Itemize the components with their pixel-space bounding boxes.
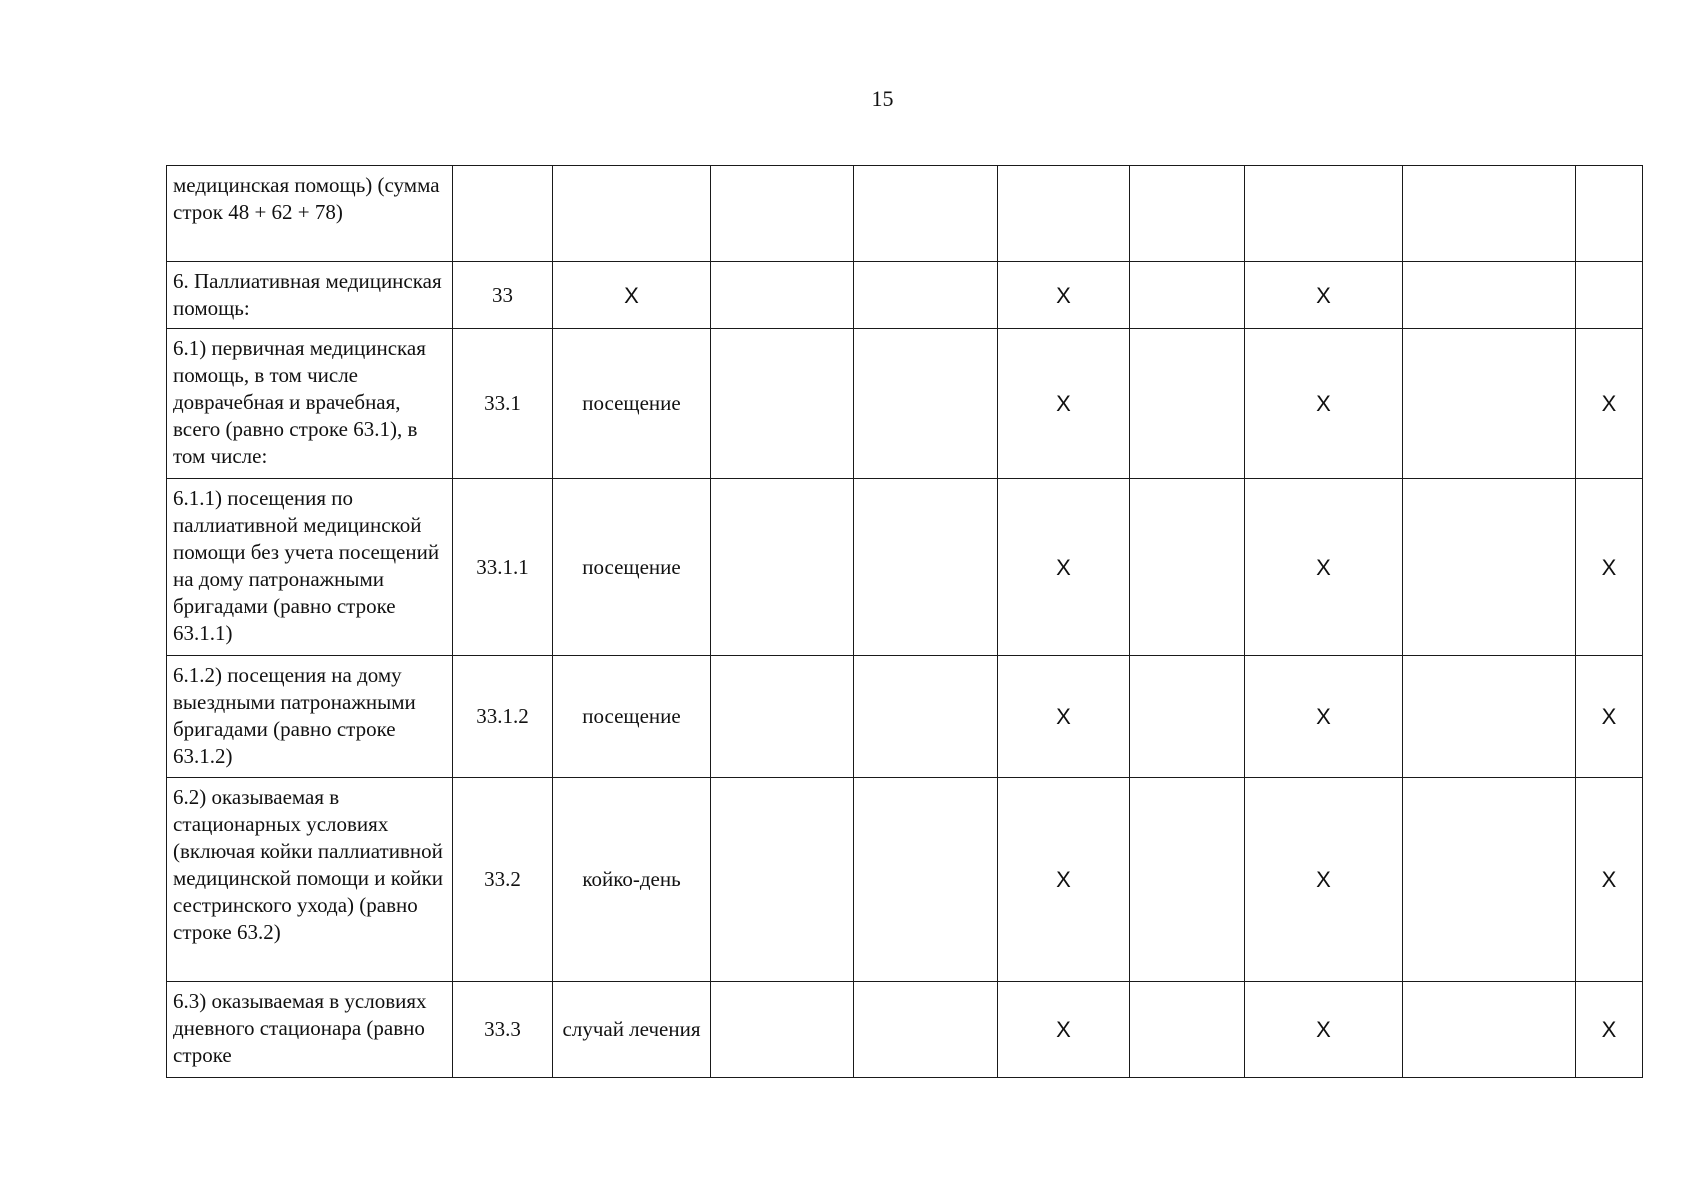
table-row [167, 479, 1643, 656]
table-cell: X [1576, 479, 1643, 656]
table-cell: X [1245, 329, 1403, 479]
row-unit [553, 166, 711, 262]
row-line-number: 33.1 [453, 329, 553, 479]
table-cell [711, 656, 854, 778]
row-line-number: 33.1.2 [453, 656, 553, 778]
table-cell [854, 262, 998, 329]
table-cell [711, 778, 854, 982]
table-cell [1130, 166, 1245, 262]
row-line-number: 33.2 [453, 778, 553, 982]
row-unit: случай лечения [553, 982, 711, 1078]
table-cell: X [1245, 656, 1403, 778]
table-row [167, 262, 1643, 329]
row-line-number: 33 [453, 262, 553, 329]
table-cell [1403, 479, 1576, 656]
table-cell [1576, 262, 1643, 329]
table-cell [711, 166, 854, 262]
row-unit: койко-день [553, 778, 711, 982]
row-name: 6.1) первичная медицинская помощь, в том числе доврачебная и врачебная, всего (равно строке 63.1), в том числе: [167, 329, 453, 479]
row-line-number [453, 166, 553, 262]
table-cell: X [1245, 479, 1403, 656]
row-unit: посещение [553, 329, 711, 479]
row-unit: посещение [553, 656, 711, 778]
table-cell: X [1245, 778, 1403, 982]
row-unit: X [553, 262, 711, 329]
data-table [166, 165, 1643, 1078]
row-unit: посещение [553, 479, 711, 656]
page-number: 15 [871, 86, 894, 111]
table-cell: X [998, 329, 1130, 479]
row-line-number: 33.1.1 [453, 479, 553, 656]
table-cell: X [1576, 329, 1643, 479]
table-cell [711, 262, 854, 329]
table-cell [1130, 778, 1245, 982]
table-cell: X [1576, 982, 1643, 1078]
table-cell: X [998, 982, 1130, 1078]
table-row [167, 166, 1643, 262]
table-cell [1576, 166, 1643, 262]
table-cell [1403, 656, 1576, 778]
table-cell: X [1245, 262, 1403, 329]
table-cell [1403, 982, 1576, 1078]
table-cell [854, 329, 998, 479]
table-cell [1403, 262, 1576, 329]
table-cell: X [1576, 778, 1643, 982]
row-line-number: 33.3 [453, 982, 553, 1078]
table-cell [1130, 262, 1245, 329]
table-cell [998, 166, 1130, 262]
table-cell [1130, 982, 1245, 1078]
row-name: 6.2) оказываемая в стационарных условиях (включая койки паллиативной медицинской помощи и койки сестринского ухода) (равно строке 63.2) [167, 778, 453, 982]
table-cell: X [998, 778, 1130, 982]
table-cell: X [998, 479, 1130, 656]
table-cell [1403, 166, 1576, 262]
row-name: 6.1.1) посещения по паллиативной медицинской помощи без учета посещений на дому патронажными бригадами (равно строке 63.1.1) [167, 479, 453, 656]
table-cell [854, 778, 998, 982]
table-cell [1130, 479, 1245, 656]
table-row [167, 778, 1643, 982]
table-cell: X [1245, 982, 1403, 1078]
table-cell [1245, 166, 1403, 262]
table-cell: X [1576, 656, 1643, 778]
table-cell [1130, 656, 1245, 778]
table-cell [711, 982, 854, 1078]
row-name: медицинская помощь) (сумма строк 48 + 62 + 78) [167, 166, 453, 262]
table-cell [1130, 329, 1245, 479]
table-cell: X [998, 656, 1130, 778]
table-cell [854, 479, 998, 656]
table-cell [854, 656, 998, 778]
table-cell [711, 329, 854, 479]
row-name: 6.3) оказываемая в условиях дневного стационара (равно строке [167, 982, 453, 1078]
table-row [167, 982, 1643, 1078]
table-cell [854, 982, 998, 1078]
row-name: 6.1.2) посещения на дому выездными патронажными бригадами (равно строке 63.1.2) [167, 656, 453, 778]
table-row [167, 656, 1643, 778]
table-row [167, 329, 1643, 479]
table-cell [711, 479, 854, 656]
table-cell [854, 166, 998, 262]
table-cell [1403, 778, 1576, 982]
table-cell: X [998, 262, 1130, 329]
row-name: 6. Паллиативная медицинская помощь: [167, 262, 453, 329]
table-cell [1403, 329, 1576, 479]
